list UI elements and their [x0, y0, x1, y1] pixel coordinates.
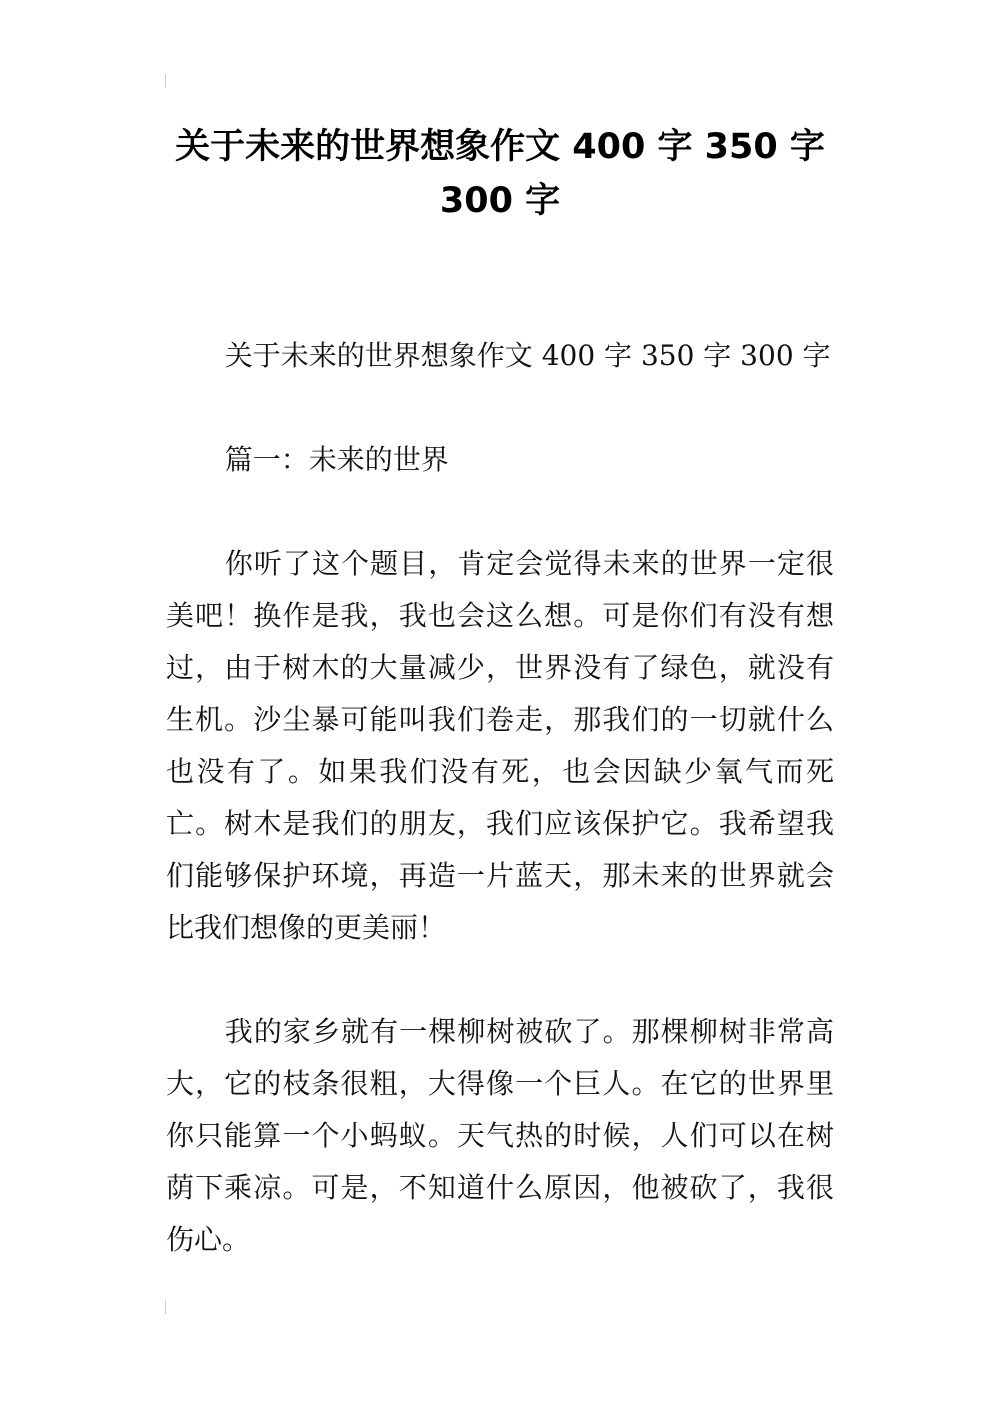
document-body: [166, 330, 834, 1266]
paragraph: 你听了这个题目，肯定会觉得未来的世界一定很美吧！换作是我，我也会这么想。可是你们有没有想过，由于树木的大量减少，世界没有了绿色，就没有生机。沙尘暴可能叫我们卷走，那我们的一切就什么也没有了。如果我们没有死，也会因缺少氧气而死亡。树木是我们的朋友，我们应该保护它。我希望我们能够保护环境，再造一片蓝天，那未来的世界就会比我们想像的更美丽！: [166, 547, 834, 944]
page-margin-mark: [165, 74, 166, 88]
document-subtitle: 关于未来的世界想象作文 400 字 350 字 300 字: [224, 339, 831, 372]
document-title: 关于未来的世界想象作文 400 字 350 字 300 字: [175, 127, 825, 221]
section-heading: 篇一：未来的世界: [224, 443, 449, 476]
paragraph: 我的家乡就有一棵柳树被砍了。那棵柳树非常高大，它的枝条很粗，大得像一个巨人。在它的世界里你只能算一个小蚂蚁。天气热的时候，人们可以在树荫下乘凉。可是，不知道什么原因，他被砍了，我很伤心。: [166, 1015, 834, 1256]
page-margin-mark: [165, 1300, 166, 1314]
